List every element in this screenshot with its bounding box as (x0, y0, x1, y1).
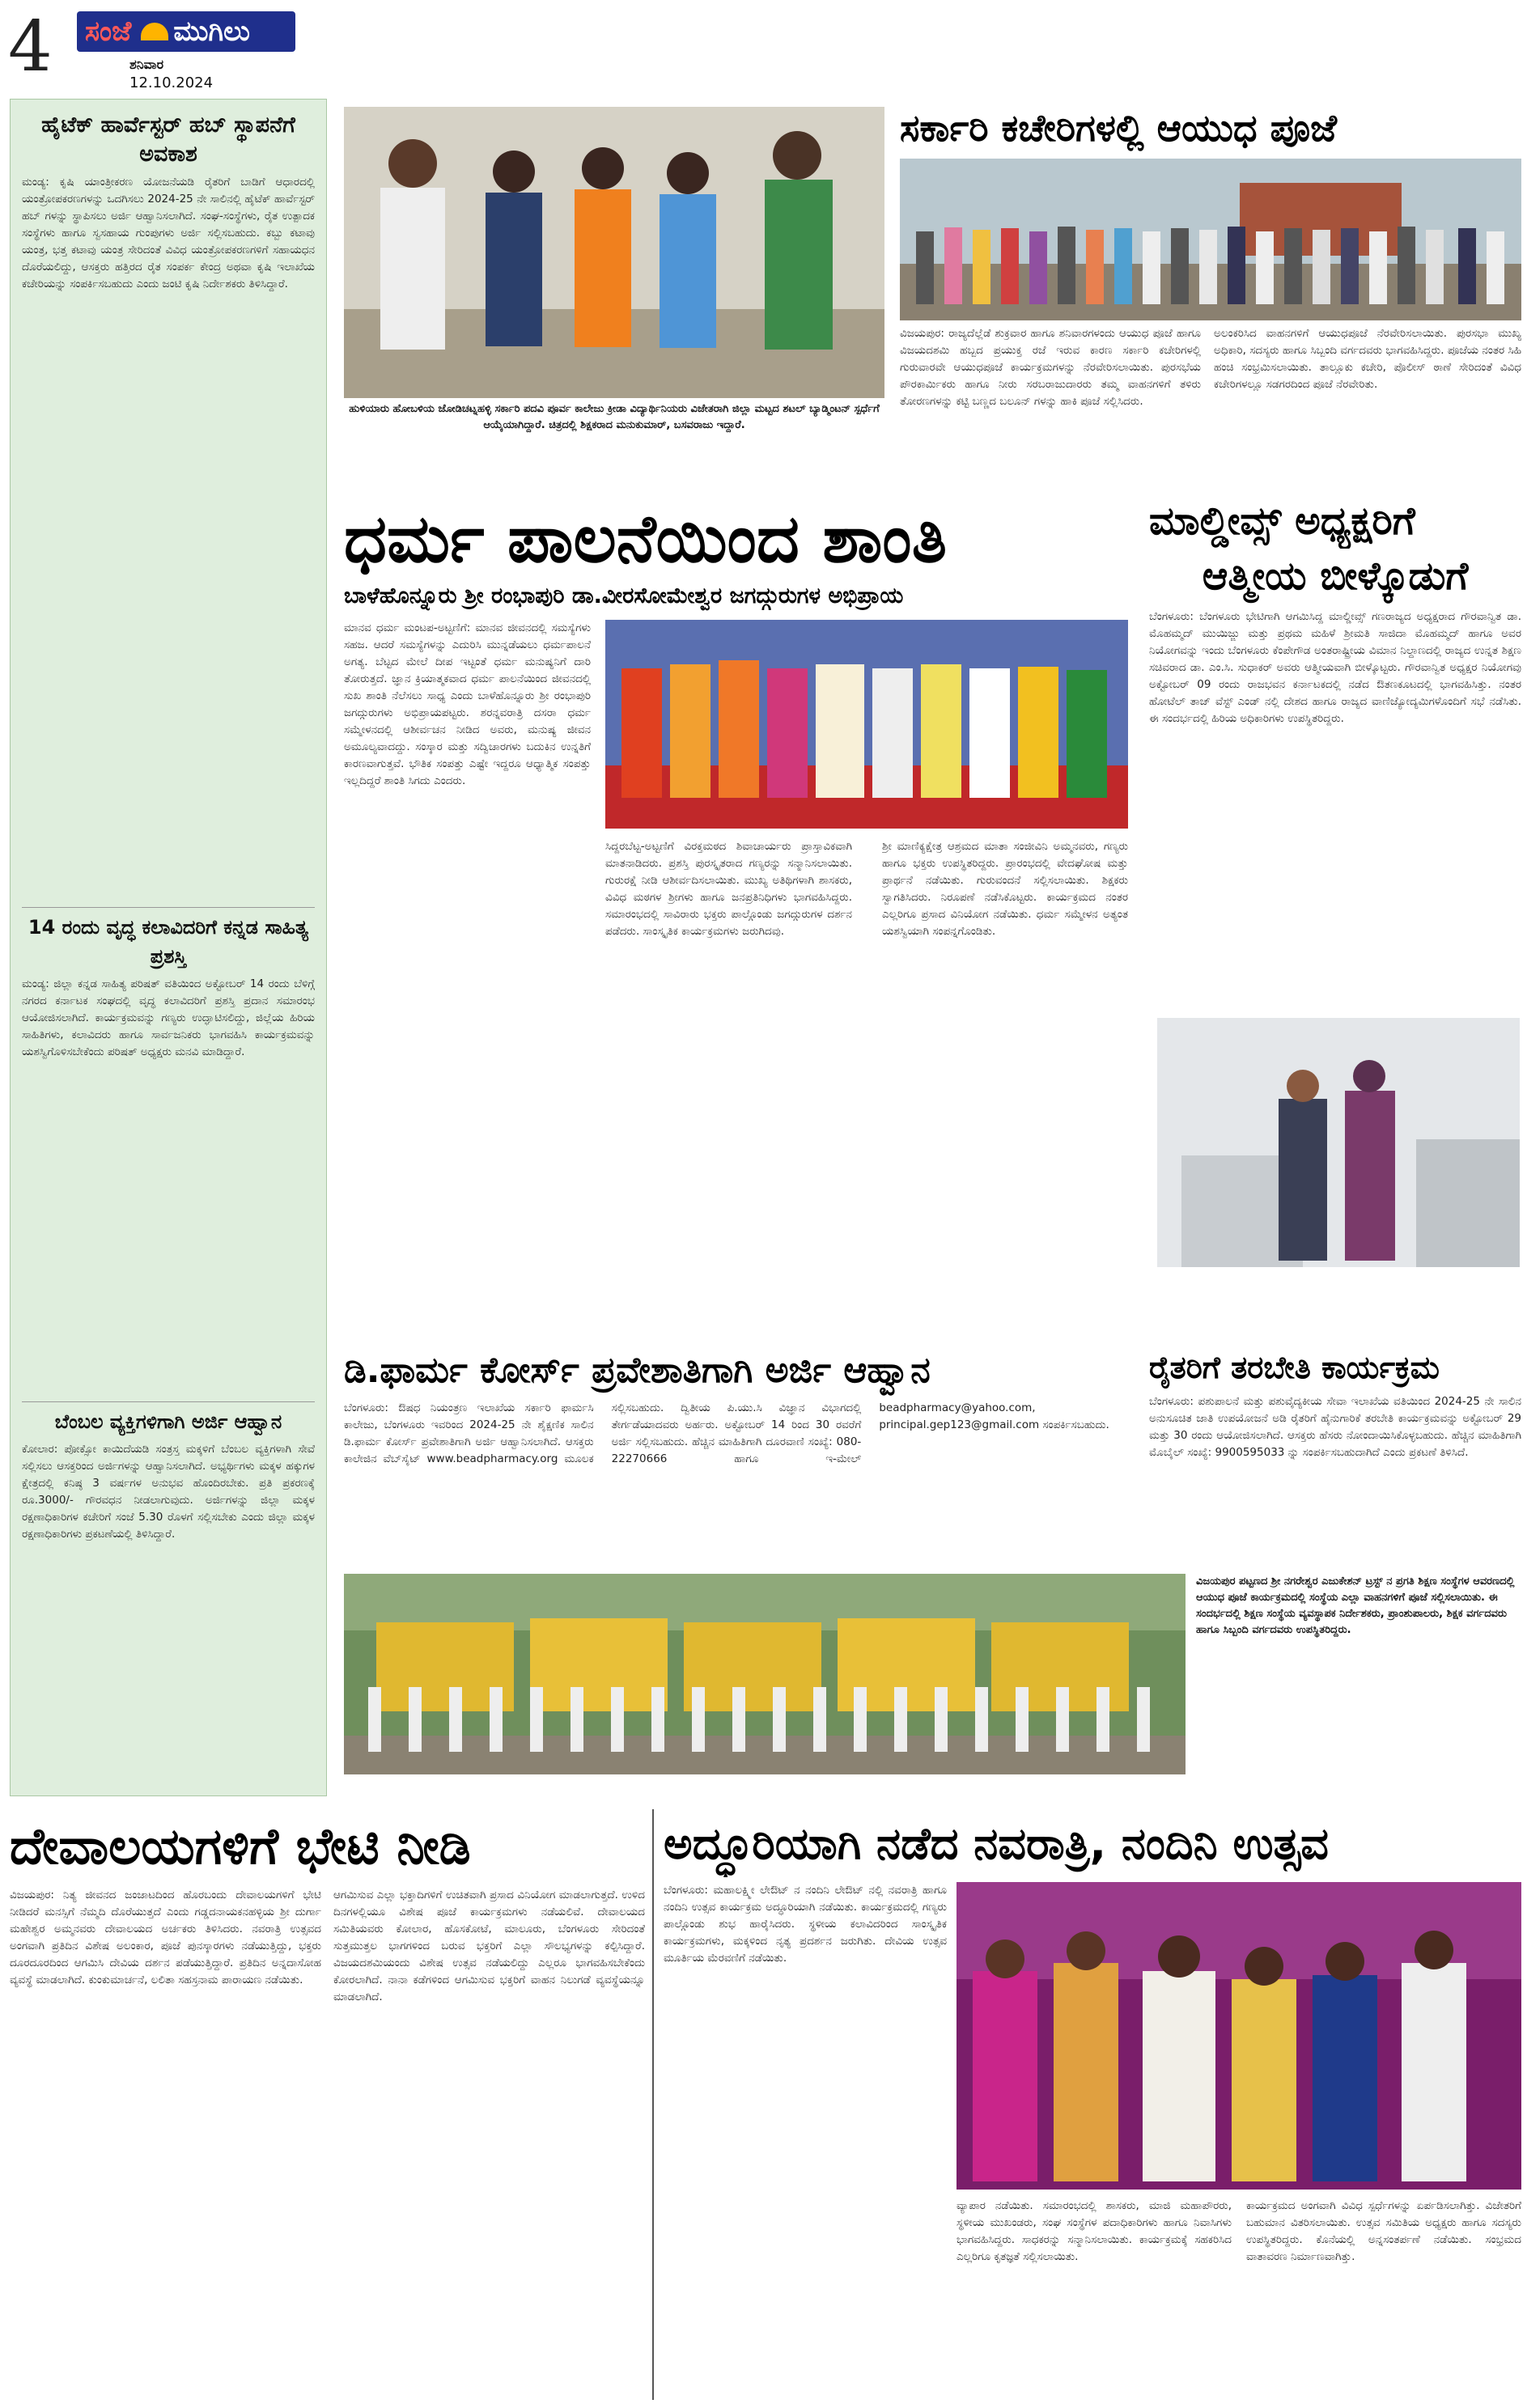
dpharma-headline: ಡಿ.ಫಾರ್ಮ ಕೋರ್ಸ್ ಪ್ರವೇಶಾತಿಗಾಗಿ ಅರ್ಜಿ ಆಹ್ವಾನ (344, 1350, 931, 1391)
divider (22, 907, 315, 908)
training-headline: ರೈತರಿಗೆ ತರಬೇತಿ ಕಾರ್ಯಕ್ರಮ (1149, 1350, 1440, 1385)
navaratri-photo (956, 1882, 1521, 2190)
dharma-body-col1: ಮಾನವ ಧರ್ಮ ಮಂಟಪ-ಅಟ್ಟಣಿಗೆ: ಮಾನವ ಜೀವನದಲ್ಲಿ ಸಮಸ್ಯೆಗಳು ಸಹಜ. ಆದರೆ ಸಮಸ್ಯೆಗಳನ್ನು ಎದುರಿಸಿ ಮುನ್ನಡೆಯಲು ಧರ್ಮಪಾಲನೆ ಅಗತ್ಯ. ಬೆಟ್ಟದ ಮೇಲೆ ದೀಪ ಇಟ್ಟಂತೆ ಧರ್ಮ ಮನುಷ್ಯನಿಗೆ ದಾರಿ ತೋರುತ್ತದೆ. ಜ್ಞಾನ ಕ್ರಿಯಾತ್ಮಕವಾದ ಧರ್ಮ ಪಾಲನೆಯಿಂದ ಜೀವನದಲ್ಲಿ ಸುಖ ಶಾಂತಿ ನೆಲೆಸಲು ಸಾಧ್ಯ ಎಂದು ಬಾಳೆಹೊನ್ನೂರು ಶ್ರೀ ರಂಭಾಪುರಿ ಜಗದ್ಗುರುಗಳು ಅಭಿಪ್ರಾಯಪಟ್ಟರು. ಶರನ್ನವರಾತ್ರಿ ದಸರಾ ಧರ್ಮ ಸಮ್ಮೇಳನದಲ್ಲಿ ಆಶೀರ್ವಚನ ನೀಡಿದ ಅವರು, ಮನುಷ್ಯ ಜೀವನ ಅಮೂಲ್ಯವಾದದ್ದು. ಸಂಸ್ಕಾರ ಮತ್ತು ಸದ್ವಿಚಾರಗಳು ಬದುಕಿನ ಉನ್ನತಿಗೆ ಕಾರಣವಾಗುತ್ತವೆ. ಭೌತಿಕ ಸಂಪತ್ತು ಎಷ್ಟೇ ಇದ್ದರೂ ಆಧ್ಯಾತ್ಮಿಕ ಸಂಪತ್ತು ಇಲ್ಲದಿದ್ದರೆ ಶಾಂತಿ ಸಿಗದು ಎಂದರು. (344, 621, 591, 787)
navaratri-body-col3: ಕಾರ್ಯಕ್ರಮದ ಅಂಗವಾಗಿ ವಿವಿಧ ಸ್ಪರ್ಧೆಗಳನ್ನು ಏರ್ಪಡಿಸಲಾಗಿತ್ತು. ವಿಜೇತರಿಗೆ ಬಹುಮಾನ ವಿತರಿಸಲಾಯಿತು. ಉತ್ಸವ ಸಮಿತಿಯ ಅಧ್ಯಕ್ಷರು ಹಾಗೂ ಸದಸ್ಯರು ಉಪಸ್ಥಿತರಿದ್ದರು. ಕೊನೆಯಲ್ಲಿ ಅನ್ನಸಂತರ್ಪಣೆ ನಡೆಯಿತು. ಸಂಭ್ರಮದ ವಾತಾವರಣ ನಿರ್ಮಾಣವಾಗಿತ್ತು. (1246, 2199, 1521, 2263)
issue-day: ಶನಿವಾರ (129, 57, 164, 72)
maldives-body: ಬೆಂಗಳೂರು: ಬೆಂಗಳೂರು ಭೇಟಿಗಾಗಿ ಆಗಮಿಸಿದ್ದ ಮಾಲ್ಡೀವ್ಸ್ ಗಣರಾಜ್ಯದ ಅಧ್ಯಕ್ಷರಾದ ಗೌರವಾನ್ವಿತ ಡಾ. ಮೊಹಮ್ಮದ್ ಮುಯಿಜ್ಜು ಮತ್ತು ಪ್ರಥಮ ಮಹಿಳೆ ಶ್ರೀಮತಿ ಸಾಜಿದಾ ಮೊಹಮ್ಮದ್ ಹಾಗೂ ಅವರ ನಿಯೋಗವನ್ನು ಇಂದು ಬೆಂಗಳೂರು ಕೆಂಪೇಗೌಡ ಅಂತರಾಷ್ಟ್ರೀಯ ವಿಮಾನ ನಿಲ್ದಾಣದಲ್ಲಿ ರಾಜ್ಯದ ಉನ್ನತ ಶಿಕ್ಷಣ ಸಚಿವರಾದ ಡಾ. ಎಂ.ಸಿ. ಸುಧಾಕರ್ ಅವರು ಆತ್ಮೀಯವಾಗಿ ಬೀಳ್ಕೊಟ್ಟರು. ಗೌರವಾನ್ವಿತ ಅಧ್ಯಕ್ಷರ ನಿಯೋಗವು ಅಕ್ಟೋಬರ್ 09 ರಂದು ರಾಜಭವನ ಕರ್ನಾಟಕದಲ್ಲಿ ನಡೆದ ಔತಣಕೂಟದಲ್ಲಿ ಭಾಗವಹಿಸಿತ್ತು. ನಂತರ ಹೋಟೆಲ್ ತಾಜ್ ವೆಸ್ಟ್ ಎಂಡ್ ನಲ್ಲಿ ದೇಶದ ಹಾಗೂ ರಾಜ್ಯದ ವಾಣಿಜ್ಯೋದ್ಯಮಿಗಳೊಂದಿಗೆ ಸಭೆ ನಡೆಸಿತು. ಈ ಸಂದರ್ಭದಲ್ಲಿ ಹಿರಿಯ ಅಧಿಕಾರಿಗಳು ಉಪಸ್ಥಿತರಿದ್ದರು. (1149, 610, 1521, 725)
sidebar-story3-body: ಕೋಲಾರ: ಪೋಕ್ಸೋ ಕಾಯಿದೆಯಡಿ ಸಂತ್ರಸ್ತ ಮಕ್ಕಳಿಗೆ ಬೆಂಬಲ ವ್ಯಕ್ತಿಗಳಾಗಿ ಸೇವೆ ಸಲ್ಲಿಸಲು ಆಸಕ್ತರಿಂದ ಅರ್ಜಿಗಳನ್ನು ಆಹ್ವಾನಿಸಲಾಗಿದೆ. ಅಭ್ಯರ್ಥಿಗಳು ಮಕ್ಕಳ ಹಕ್ಕುಗಳ ಕ್ಷೇತ್ರದಲ್ಲಿ ಕನಿಷ್ಠ 3 ವರ್ಷಗಳ ಅನುಭವ ಹೊಂದಿರಬೇಕು. ಪ್ರತಿ ಪ್ರಕರಣಕ್ಕೆ ರೂ.3000/- ಗೌರವಧನ ನೀಡಲಾಗುವುದು. ಅರ್ಜಿಗಳನ್ನು ಜಿಲ್ಲಾ ಮಕ್ಕಳ ರಕ್ಷಣಾಧಿಕಾರಿಗಳ ಕಚೇರಿಗೆ ಸಂಜೆ 5.30 ರೊಳಗೆ ಸಲ್ಲಿಸಬೇಕು ಎಂದು ಜಿಲ್ಲಾ ಮಕ್ಕಳ ರಕ್ಷಣಾಧಿಕಾರಿಗಳು ಪ್ರಕಟಣೆಯಲ್ಲಿ ತಿಳಿಸಿದ್ದಾರೆ. (22, 1443, 315, 1541)
column-divider (652, 1809, 654, 2400)
maldives-photo (1157, 1018, 1520, 1267)
left-sidebar (10, 99, 327, 1796)
dharma-photo (605, 620, 1128, 829)
issue-date: 12.10.2024 (129, 74, 214, 91)
athletes-caption: ಹುಳಿಯಾರು ಹೋಬಳಿಯ ಜೋಡಿಚಟ್ನಹಳ್ಳಿ ಸರ್ಕಾರಿ ಪದವಿ ಪೂರ್ವ ಕಾಲೇಜು ಕ್ರೀಡಾ ವಿದ್ಯಾರ್ಥಿನಿಯರು ವಿಜೇತರಾಗಿ ಜಿಲ್ಲಾ ಮಟ್ಟದ ಶಟಲ್ ಬ್ಯಾಡ್ಮಿಂಟನ್ ಸ್ಪರ್ಧೆಗೆ ಆಯ್ಕೆಯಾಗಿದ್ದಾರೆ. ಚಿತ್ರದಲ್ಲಿ ಶಿಕ್ಷಕರಾದ ಮನುಕುಮಾರ್, ಬಸವರಾಜು ಇದ್ದಾರೆ. (349, 403, 880, 431)
logo-part1: ಸಂಜೆ (85, 15, 132, 48)
ayudha-body-right: ಅಲಂಕರಿಸಿದ ವಾಹನಗಳಿಗೆ ಆಯುಧಪೂಜೆ ನೆರವೇರಿಸಲಾಯಿತು. ಪುರಸಭಾ ಮುಖ್ಯ ಅಧಿಕಾರಿ, ಸದಸ್ಯರು ಹಾಗೂ ಸಿಬ್ಬಂದಿ ವರ್ಗದವರು ಭಾಗವಹಿಸಿದ್ದರು. ಪೂಜೆಯ ನಂತರ ಸಿಹಿ ಹಂಚಿ ಸಂಭ್ರಮಿಸಲಾಯಿತು. ತಾಲ್ಲೂಕು ಕಚೇರಿ, ಪೊಲೀಸ್ ಠಾಣೆ ಸೇರಿದಂತೆ ವಿವಿಧ ಕಚೇರಿಗಳಲ್ಲೂ ಸಡಗರದಿಂದ ಪೂಜೆ ನೆರವೇರಿತು. (1214, 327, 1521, 391)
masthead (8, 6, 308, 97)
divider (22, 1401, 315, 1402)
athletes-photo (344, 107, 884, 398)
sidebar-story2-body: ಮಂಡ್ಯ: ಜಿಲ್ಲಾ ಕನ್ನಡ ಸಾಹಿತ್ಯ ಪರಿಷತ್ ವತಿಯಿಂದ ಅಕ್ಟೋಬರ್ 14 ರಂದು ಬೆಳಿಗ್ಗೆ ನಗರದ ಕರ್ನಾಟಕ ಸಂಘದಲ್ಲಿ ವೃದ್ಧ ಕಲಾವಿದರಿಗೆ ಪ್ರಶಸ್ತಿ ಪ್ರದಾನ ಸಮಾರಂಭ ಆಯೋಜಿಸಲಾಗಿದೆ. ಕಾರ್ಯಕ್ರಮವನ್ನು ಗಣ್ಯರು ಉದ್ಘಾಟಿಸಲಿದ್ದು, ಜಿಲ್ಲೆಯ ಹಿರಿಯ ಸಾಹಿತಿಗಳು, ಕಲಾವಿದರು ಹಾಗೂ ಸಾರ್ವಜನಿಕರು ಭಾಗವಹಿಸಿ ಕಾರ್ಯಕ್ರಮವನ್ನು ಯಶಸ್ವಿಗೊಳಿಸಬೇಕೆಂದು ಪರಿಷತ್ ಅಧ್ಯಕ್ಷರು ಮನವಿ ಮಾಡಿದ್ದಾರೆ. (22, 977, 315, 1058)
dharma-body-col2: ಸಿದ್ದರಬೆಟ್ಟ-ಅಟ್ಟಣಿಗೆ ವಿರಕ್ತಮಠದ ಶಿವಾಚಾರ್ಯರು ಪ್ರಾಸ್ತಾವಿಕವಾಗಿ ಮಾತನಾಡಿದರು. ಪ್ರಶಸ್ತಿ ಪುರಸ್ಕೃತರಾದ ಗಣ್ಯರನ್ನು ಸನ್ಮಾನಿಸಲಾಯಿತು. ಗುರುರಕ್ಷೆ ನೀಡಿ ಆಶೀರ್ವದಿಸಲಾಯಿತು. ಮುಖ್ಯ ಅತಿಥಿಗಳಾಗಿ ಶಾಸಕರು, ವಿವಿಧ ಮಠಗಳ ಶ್ರೀಗಳು ಹಾಗೂ ಜನಪ್ರತಿನಿಧಿಗಳು ಭಾಗವಹಿಸಿದ್ದರು. ಸಮಾರಂಭದಲ್ಲಿ ಸಾವಿರಾರು ಭಕ್ತರು ಪಾಲ್ಗೊಂಡು ಜಗದ್ಗುರುಗಳ ದರ್ಶನ ಪಡೆದರು. ಸಾಂಸ್ಕೃತಿಕ ಕಾರ್ಯಕ್ರಮಗಳು ಜರುಗಿದವು. (605, 840, 852, 938)
ayudha-photo (900, 159, 1521, 320)
dharma-body-col3: ಶ್ರೀ ಮಾಣಿಕ್ಯಕ್ಷೇತ್ರ ಆಶ್ರಮದ ಮಾತಾ ಸಂಜೀವಿನಿ ಅಮ್ಮನವರು, ಗಣ್ಯರು ಹಾಗೂ ಭಕ್ತರು ಉಪಸ್ಥಿತರಿದ್ದರು. ಪ್ರಾರಂಭದಲ್ಲಿ ವೇದಘೋಷ ಮತ್ತು ಪ್ರಾರ್ಥನೆ ನಡೆಯಿತು. ಗುರುವಂದನೆ ಸಲ್ಲಿಸಲಾಯಿತು. ಶಿಕ್ಷಕರು ಸ್ವಾಗತಿಸಿದರು. ನಿರೂಪಣೆ ನಡೆಸಿಕೊಟ್ಟರು. ಕಾರ್ಯಕ್ರಮದ ನಂತರ ಎಲ್ಲರಿಗೂ ಪ್ರಸಾದ ವಿನಿಯೋಗ ನಡೆಯಿತು. ಧರ್ಮ ಸಮ್ಮೇಳನ ಅತ್ಯಂತ ಯಶಸ್ವಿಯಾಗಿ ಸಂಪನ್ನಗೊಂಡಿತು. (882, 840, 1128, 938)
temples-body-col2: ಆಗಮಿಸುವ ಎಲ್ಲಾ ಭಕ್ತಾದಿಗಳಿಗೆ ಉಚಿತವಾಗಿ ಪ್ರಸಾದ ವಿನಿಯೋಗ ಮಾಡಲಾಗುತ್ತದೆ. ಉಳಿದ ದಿನಗಳಲ್ಲಿಯೂ ವಿಶೇಷ ಪೂಜೆ ಕಾರ್ಯಕ್ರಮಗಳು ನಡೆಯಲಿವೆ. ದೇವಾಲಯದ ಸಮಿತಿಯವರು ಕೋಲಾರ, ಹೊಸಕೋಟೆ, ಮಾಲೂರು, ಬೆಂಗಳೂರು ಸೇರಿದಂತೆ ಸುತ್ತಮುತ್ತಲ ಭಾಗಗಳಿಂದ ಬರುವ ಭಕ್ತರಿಗೆ ಎಲ್ಲಾ ಸೌಲಭ್ಯಗಳನ್ನು ಕಲ್ಪಿಸಿದ್ದಾರೆ. ವಿಜಯದಶಮಿಯಂದು ವಿಶೇಷ ಉತ್ಸವ ನಡೆಯಲಿದ್ದು ಎಲ್ಲರೂ ಭಾಗವಹಿಸಬೇಕೆಂದು ಕೋರಲಾಗಿದೆ. ನಾನಾ ಕಡೆಗಳಿಂದ ಆಗಮಿಸುವ ಭಕ್ತರಿಗೆ ವಾಹನ ನಿಲುಗಡೆ ವ್ಯವಸ್ಥೆಯನ್ನೂ ಮಾಡಲಾಗಿದೆ. (333, 1889, 645, 2003)
buses-caption: ವಿಜಯಪುರ ಪಟ್ಟಣದ ಶ್ರೀ ನಗರೇಶ್ವರ ಎಜುಕೇಶನ್ ಟ್ರಸ್ಟ್ ನ ಪ್ರಗತಿ ಶಿಕ್ಷಣ ಸಂಸ್ಥೆಗಳ ಆವರಣದಲ್ಲಿ ಆಯುಧ ಪೂಜೆ ಕಾರ್ಯಕ್ರಮದಲ್ಲಿ ಸಂಸ್ಥೆಯ ಎಲ್ಲಾ ವಾಹನಗಳಿಗೆ ಪೂಜೆ ಸಲ್ಲಿಸಲಾಯಿತು. ಈ ಸಂದರ್ಭದಲ್ಲಿ ಶಿಕ್ಷಣ ಸಂಸ್ಥೆಯ ವ್ಯವಸ್ಥಾಪಕ ನಿರ್ದೇಶಕರು, ಪ್ರಾಂಶುಪಾಲರು, ಶಿಕ್ಷಕ ವರ್ಗದವರು ಹಾಗೂ ಸಿಬ್ಬಂದಿ ವರ್ಗದವರು ಉಪಸ್ಥಿತರಿದ್ದರು. (1196, 1575, 1515, 1636)
logo-part2: ಮುಗಿಲು (173, 15, 250, 48)
sidebar-story1-body: ಮಂಡ್ಯ: ಕೃಷಿ ಯಾಂತ್ರೀಕರಣ ಯೋಜನೆಯಡಿ ರೈತರಿಗೆ ಬಾಡಿಗೆ ಆಧಾರದಲ್ಲಿ ಯಂತ್ರೋಪಕರಣಗಳನ್ನು ಒದಗಿಸಲು 2024-25 ನೇ ಸಾಲಿನಲ್ಲಿ ಹೈಟೆಕ್ ಹಾರ್ವೆಸ್ಟರ್ ಹಬ್ ಗಳನ್ನು ಸ್ಥಾಪಿಸಲು ಅರ್ಜಿ ಆಹ್ವಾನಿಸಲಾಗಿದೆ. ಸಂಘ-ಸಂಸ್ಥೆಗಳು, ರೈತ ಉತ್ಪಾದಕ ಸಂಸ್ಥೆಗಳು ಹಾಗೂ ಸ್ವಸಹಾಯ ಗುಂಪುಗಳು ಅರ್ಜಿ ಸಲ್ಲಿಸಬಹುದು. ಕಬ್ಬು ಕಟಾವು ಯಂತ್ರ, ಭತ್ತ ಕಟಾವು ಯಂತ್ರ ಸೇರಿದಂತೆ ವಿವಿಧ ಯಂತ್ರೋಪಕರಣಗಳಿಗೆ ಸಹಾಯಧನ ದೊರೆಯಲಿದ್ದು, ಆಸಕ್ತರು ಹತ್ತಿರದ ರೈತ ಸಂಪರ್ಕ ಕೇಂದ್ರ ಅಥವಾ ಕೃಷಿ ಇಲಾಖೆಯ ಕಚೇರಿಯನ್ನು ಸಂಪರ್ಕಿಸಬಹುದು ಎಂದು ಜಂಟಿ ಕೃಷಿ ನಿರ್ದೇಶಕರು ತಿಳಿಸಿದ್ದಾರೆ. (22, 176, 315, 290)
buses-photo (344, 1574, 1186, 1774)
maldives-headline-line2: ಆತ್ಮೀಯ ಬೀಳ್ಕೊಡುಗೆ (1202, 553, 1469, 599)
ayudha-body-left: ವಿಜಯಪುರ: ರಾಜ್ಯದೆಲ್ಲೆಡೆ ಶುಕ್ರವಾರ ಹಾಗೂ ಶನಿವಾರಗಳಂದು ಆಯುಧ ಪೂಜೆ ಹಾಗೂ ವಿಜಯದಶಮಿ ಹಬ್ಬದ ಪ್ರಯುಕ್ತ ರಜೆ ಇರುವ ಕಾರಣ ಸರ್ಕಾರಿ ಕಚೇರಿಗಳಲ್ಲಿ ಗುರುವಾರವೇ ಆಯುಧಪೂಜೆ ಕಾರ್ಯಕ್ರಮಗಳನ್ನು ನೆರವೇರಿಸಲಾಯಿತು. ಪುರಸಭೆಯ ಪೌರಕಾರ್ಮಿಕರು ಹಾಗೂ ನೀರು ಸರಬರಾಜುದಾರರು ತಮ್ಮ ವಾಹನಗಳಿಗೆ ತಳಿರು ತೋರಣಗಳನ್ನು ಕಟ್ಟಿ ಬಣ್ಣದ ಬಲೂನ್ ಗಳನ್ನು ಹಾಕಿ ಪೂಜೆ ಸಲ್ಲಿಸಿದರು. (900, 327, 1201, 408)
dharma-headline: ಧರ್ಮ ಪಾಲನೆಯಿಂದ ಶಾಂತಿ (344, 501, 948, 578)
temples-headline: ದೇವಾಲಯಗಳಿಗೆ ಭೇಟಿ ನೀಡಿ (10, 1817, 471, 1876)
navaratri-body-col2: ವ್ಯಾಪಾರ ನಡೆಯಿತು. ಸಮಾರಂಭದಲ್ಲಿ ಶಾಸಕರು, ಮಾಜಿ ಮಹಾಪೌರರು, ಸ್ಥಳೀಯ ಮುಖಂಡರು, ಸಂಘ ಸಂಸ್ಥೆಗಳ ಪದಾಧಿಕಾರಿಗಳು ಹಾಗೂ ನಿವಾಸಿಗಳು ಭಾಗವಹಿಸಿದ್ದರು. ಸಾಧಕರನ್ನು ಸನ್ಮಾನಿಸಲಾಯಿತು. ಕಾರ್ಯಕ್ರಮಕ್ಕೆ ಸಹಕರಿಸಿದ ಎಲ್ಲರಿಗೂ ಕೃತಜ್ಞತೆ ಸಲ್ಲಿಸಲಾಯಿತು. (956, 2199, 1232, 2263)
training-body: ಬೆಂಗಳೂರು: ಪಶುಪಾಲನೆ ಮತ್ತು ಪಶುವೈದ್ಯಕೀಯ ಸೇವಾ ಇಲಾಖೆಯ ವತಿಯಿಂದ 2024-25 ನೇ ಸಾಲಿನ ಅನುಸೂಚಿತ ಜಾತಿ ಉಪಯೋಜನೆ ಅಡಿ ರೈತರಿಗೆ ಹೈನುಗಾರಿಕೆ ತರಬೇತಿ ಕಾರ್ಯಕ್ರಮವನ್ನು ಅಕ್ಟೋಬರ್ 29 ಮತ್ತು 30 ರಂದು ಆಯೋಜಿಸಲಾಗಿದೆ. ಆಸಕ್ತರು ಹೆಸರು ನೋಂದಾಯಿಸಿಕೊಳ್ಳಬಹುದು. ಹೆಚ್ಚಿನ ಮಾಹಿತಿಗಾಗಿ ಮೊಬೈಲ್ ಸಂಖ್ಯೆ: 9900595033 ನ್ನು ಸಂಪರ್ಕಿಸಬಹುದಾಗಿದೆ ಎಂದು ಪ್ರಕಟಣೆ ತಿಳಿಸಿದೆ. (1149, 1395, 1521, 1459)
temples-body-col1: ವಿಜಯಪುರ: ನಿತ್ಯ ಜೀವನದ ಜಂಜಾಟದಿಂದ ಹೊರಬಂದು ದೇವಾಲಯಗಳಿಗೆ ಭೇಟಿ ನೀಡಿದರೆ ಮನಸ್ಸಿಗೆ ನೆಮ್ಮದಿ ದೊರೆಯುತ್ತದೆ ಎಂದು ಗಡ್ಡದನಾಯಕನಹಳ್ಳಿಯ ಶ್ರೀ ದುರ್ಗಾ ಮಹೇಶ್ವರ ಅಮ್ಮನವರು ದೇವಾಲಯದ ಅರ್ಚಕರು ತಿಳಿಸಿದರು. ನವರಾತ್ರಿ ಉತ್ಸವದ ಅಂಗವಾಗಿ ಪ್ರತಿದಿನ ವಿಶೇಷ ಅಲಂಕಾರ, ಪೂಜೆ ಪುನಸ್ಕಾರಗಳು ನಡೆಯುತ್ತಿದ್ದು, ಭಕ್ತರು ದೂರದೂರದಿಂದ ಆಗಮಿಸಿ ದೇವಿಯ ದರ್ಶನ ಪಡೆಯುತ್ತಿದ್ದಾರೆ. ಪ್ರತಿದಿನ ಅನ್ನದಾಸೋಹ ವ್ಯವಸ್ಥೆ ಮಾಡಲಾಗಿದೆ. ಕುಂಕುಮಾರ್ಚನೆ, ಲಲಿತಾ ಸಹಸ್ರನಾಮ ಪಾರಾಯಣ ನಡೆಯಿತು. (10, 1889, 321, 1986)
dpharma-body: ಬೆಂಗಳೂರು: ಔಷಧ ನಿಯಂತ್ರಣ ಇಲಾಖೆಯ ಸರ್ಕಾರಿ ಫಾರ್ಮಸಿ ಕಾಲೇಜು, ಬೆಂಗಳೂರು ಇವರಿಂದ 2024-25 ನೇ ಶೈಕ್ಷಣಿಕ ಸಾಲಿನ ಡಿ.ಫಾರ್ಮ ಕೋರ್ಸ್ ಪ್ರವೇಶಾತಿಗಾಗಿ ಅರ್ಜಿ ಆಹ್ವಾನಿಸಲಾಗಿದೆ. ಆಸಕ್ತರು ಕಾಲೇಜಿನ ವೆಬ್‌ಸೈಟ್ www.beadpharmacy.org ಮೂಲಕ ಸಲ್ಲಿಸಬಹುದು. ದ್ವಿತೀಯ ಪಿ.ಯು.ಸಿ ವಿಜ್ಞಾನ ವಿಭಾಗದಲ್ಲಿ ತೇರ್ಗಡೆಯಾದವರು ಅರ್ಹರು. ಅಕ್ಟೋಬರ್ 14 ರಿಂದ 30 ರವರೆಗೆ ಅರ್ಜಿ ಸಲ್ಲಿಸಬಹುದು. ಹೆಚ್ಚಿನ ಮಾಹಿತಿಗಾಗಿ ದೂರವಾಣಿ ಸಂಖ್ಯೆ: 080-22270666 ಹಾಗೂ ಇ-ಮೇಲ್ beadpharmacy@yahoo.com, principal.gep123@gmail.com ಸಂಪರ್ಕಿಸಬಹುದು. (344, 1401, 1109, 1465)
newspaper-logo (77, 11, 295, 52)
sidebar-story3-headline: ಬೆಂಬಲ ವ್ಯಕ್ತಿಗಳಿಗಾಗಿ ಅರ್ಜಿ ಆಹ್ವಾನ (54, 1410, 282, 1433)
sun-icon (141, 23, 168, 40)
navaratri-body-col1: ಬೆಂಗಳೂರು: ಮಹಾಲಕ್ಷ್ಮೀ ಲೇಔಟ್ ನ ನಂದಿನಿ ಲೇಔಟ್ ನಲ್ಲಿ ನವರಾತ್ರಿ ಹಾಗೂ ನಂದಿನಿ ಉತ್ಸವ ಕಾರ್ಯಕ್ರಮ ಅದ್ಧೂರಿಯಾಗಿ ನಡೆಯಿತು. ಕಾರ್ಯಕ್ರಮದಲ್ಲಿ ಗಣ್ಯರು ಪಾಲ್ಗೊಂಡು ಶುಭ ಹಾರೈಸಿದರು. ಸ್ಥಳೀಯ ಕಲಾವಿದರಿಂದ ಸಾಂಸ್ಕೃತಿಕ ಕಾರ್ಯಕ್ರಮಗಳು, ಮಕ್ಕಳಿಂದ ನೃತ್ಯ ಪ್ರದರ್ಶನ ಜರುಗಿತು. ದೇವಿಯ ಉತ್ಸವ ಮೂರ್ತಿಯ ಮೆರವಣಿಗೆ ನಡೆಯಿತು. (664, 1884, 947, 1965)
navaratri-headline: ಅದ್ಧೂರಿಯಾಗಿ ನಡೆದ ನವರಾತ್ರಿ, ನಂದಿನಿ ಉತ್ಸವ (664, 1818, 1329, 1869)
maldives-headline-line1: ಮಾಲ್ಡೀವ್ಸ್ ಅಧ್ಯಕ್ಷರಿಗೆ (1149, 498, 1415, 544)
sidebar-story1-headline: ಹೈಟೆಕ್ ಹಾರ್ವೆಸ್ಟರ್ ಹಬ್ ಸ್ಥಾಪನೆಗೆ ಅವಕಾಶ (41, 112, 295, 167)
sidebar-story2-headline: 14 ರಂದು ವೃದ್ಧ ಕಲಾವಿದರಿಗೆ ಕನ್ನಡ ಸಾಹಿತ್ಯ ಪ್ರಶಸ್ತಿ (28, 916, 309, 968)
page-number: 4 (8, 6, 53, 87)
ayudha-headline: ಸರ್ಕಾರಿ ಕಚೇರಿಗಳಲ್ಲಿ ಆಯುಧ ಪೂಜೆ (900, 106, 1337, 150)
dharma-subheadline: ಬಾಳೆಹೊನ್ನೂರು ಶ್ರೀ ರಂಭಾಪುರಿ ಡಾ.ವೀರಸೋಮೇಶ್ವರ ಜಗದ್ಗುರುಗಳ ಅಭಿಪ್ರಾಯ (344, 583, 904, 608)
